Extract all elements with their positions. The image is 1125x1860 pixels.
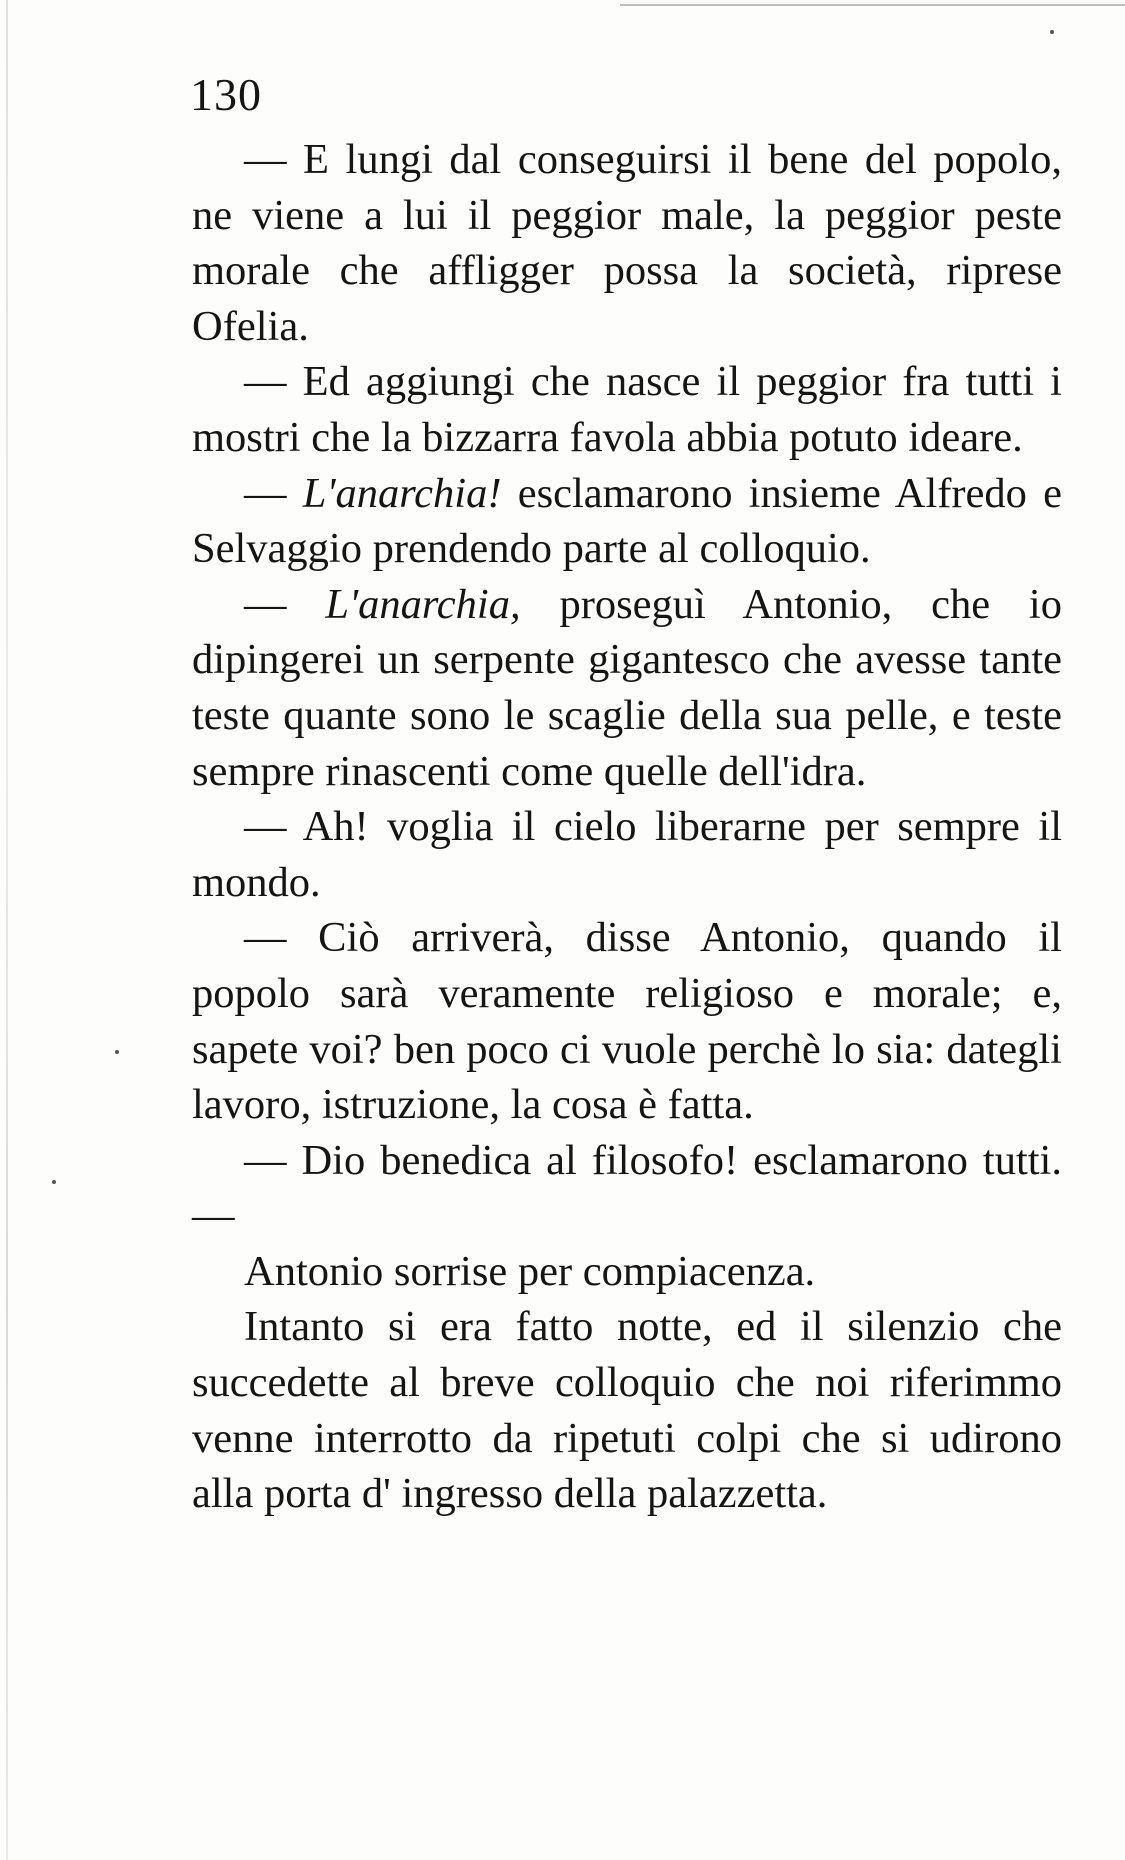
italic-phrase: L'anarchia! [302,469,502,517]
page-body [192,132,1062,1522]
paragraph [192,466,1062,577]
paragraph: — Ciò arriverà, disse Antonio, quando il popolo sarà veramente religioso e morale; e, sapete voi? ben poco ci vuole perchè lo sia: dategli lavoro, istruzione, la cosa è fatta. [192,914,1062,1129]
paragraph: — E lungi dal conseguirsi il bene del popolo, ne viene a lui il peggior male, la peggior peste morale che affligger possa la società, riprese Ofelia. [192,136,1062,350]
ink-speck [115,1050,119,1054]
paragraph [192,577,1062,799]
italic-phrase: L'anarchia, [325,580,521,628]
ink-speck [52,1180,56,1184]
page-left-edge [6,0,8,1860]
paragraph: — Ed aggiungi che nasce il peggior fra tutti i mostri che la bizzarra favola abbia potuto ideare. [192,358,1062,461]
paragraph: Antonio sorrise per compiacenza. [244,1247,816,1295]
dialogue-dash: — [244,580,326,628]
paragraph-text: esclamarono insieme Alfredo e Selvaggio prendendo parte al colloquio. [192,469,1062,573]
paragraph: — Dio benedica al filosofo! esclamarono tutti. — [192,1136,1062,1240]
page-top-edge [620,4,1125,6]
paragraph: Intanto si era fatto notte, ed il silenzio che succedette al breve colloquio che noi riferimmo venne interrotto da ripetuti colpi che si udirono alla porta d' ingresso della palazzetta. [192,1303,1062,1518]
page-number: 130 [190,69,262,120]
ink-speck [1050,30,1054,34]
dialogue-dash: — [244,469,303,517]
paragraph-text: proseguì Antonio, che io dipingerei un serpente gigantesco che avesse tante teste quante sono le scaglie della sua pelle, e teste sempre rinascenti come quelle dell'idra. [192,580,1062,795]
paragraph: — Ah! voglia il cielo liberarne per sempre il mondo. [192,803,1062,906]
